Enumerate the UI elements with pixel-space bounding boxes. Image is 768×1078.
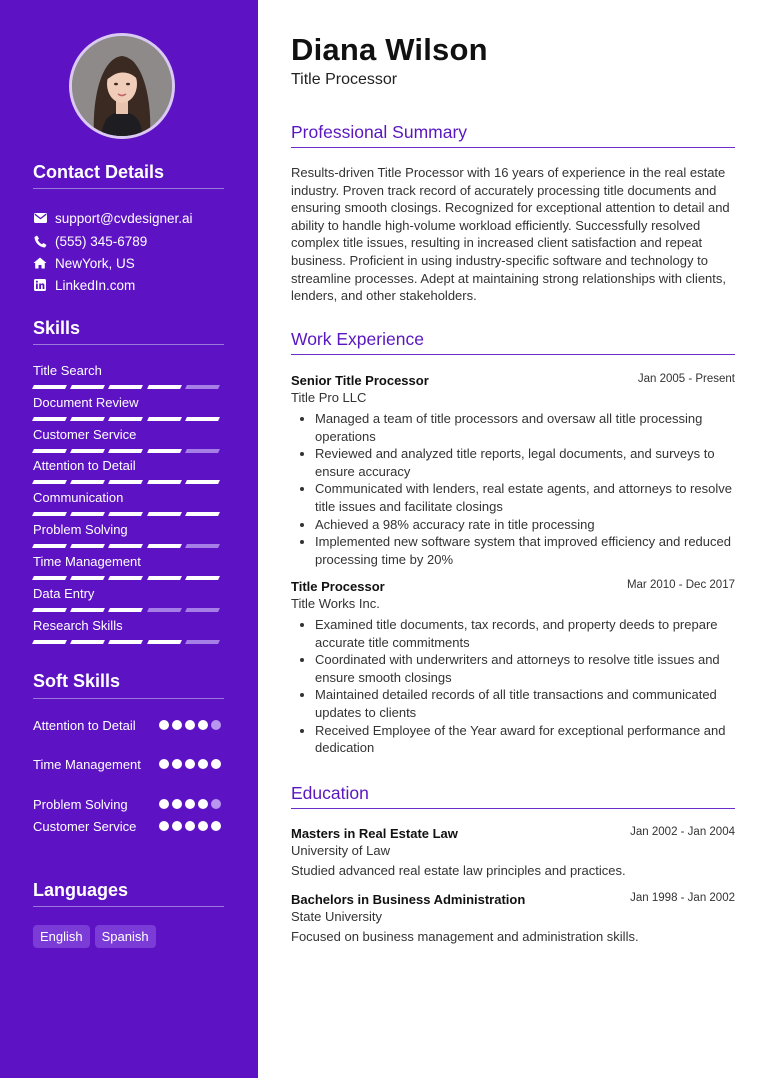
experience-heading: Work Experience xyxy=(291,329,424,349)
soft-skill-rating xyxy=(159,799,224,809)
email-icon xyxy=(33,211,47,225)
skill-label: Title Search xyxy=(33,363,102,378)
skill-level-bar xyxy=(33,640,224,644)
summary-heading: Professional Summary xyxy=(291,122,468,142)
profile-photo-illustration xyxy=(72,36,172,136)
skill-level-segment xyxy=(32,480,67,484)
skill-level-segment xyxy=(185,385,220,389)
soft-skill-rating xyxy=(159,759,224,769)
education-description: Studied advanced real estate law principles and practices. xyxy=(291,863,626,878)
skill-level-segment xyxy=(70,576,105,580)
degree-title: Masters in Real Estate Law xyxy=(291,826,458,841)
skill-level-segment xyxy=(32,449,67,453)
skill-level-segment xyxy=(185,417,220,421)
skill-level-segment xyxy=(108,385,143,389)
skill-level-bar xyxy=(33,417,224,421)
rating-dot xyxy=(198,821,208,831)
skill-level-bar xyxy=(33,608,224,612)
skill-level-segment xyxy=(32,385,67,389)
soft-skill-label: Problem Solving xyxy=(33,797,128,812)
profile-photo xyxy=(69,33,175,139)
education-entry xyxy=(291,892,735,946)
skill-level-bar xyxy=(33,385,224,389)
skill-level-segment xyxy=(108,576,143,580)
education-entry xyxy=(291,826,735,880)
education-dates: Jan 1998 - Jan 2002 xyxy=(630,892,735,904)
skill-level-segment xyxy=(147,449,182,453)
skill-level-segment xyxy=(147,608,182,612)
skill-level-bar xyxy=(33,512,224,516)
contact-divider xyxy=(33,188,224,189)
language-tag: English xyxy=(33,925,90,948)
skill-level-segment xyxy=(70,385,105,389)
soft-skill-item xyxy=(33,818,224,854)
school-name: University of Law xyxy=(291,843,390,858)
job-bullet: Examined title documents, tax records, and property deeds to prepare accurate title commitments xyxy=(291,616,735,651)
school-name: State University xyxy=(291,909,383,924)
soft-skill-rating xyxy=(159,821,224,831)
skill-level-segment xyxy=(185,608,220,612)
skill-level-segment xyxy=(108,640,143,644)
rating-dot xyxy=(198,799,208,809)
job-dates: Mar 2010 - Dec 2017 xyxy=(626,579,735,591)
skill-level-segment xyxy=(32,512,67,516)
skill-level-segment xyxy=(32,608,67,612)
rating-dot xyxy=(198,720,208,730)
contact-linkedin-text: LinkedIn.com xyxy=(55,277,136,293)
contact-heading: Contact Details xyxy=(33,162,165,182)
rating-dot xyxy=(159,821,169,831)
rating-dot xyxy=(159,759,169,769)
job-bullet: Implemented new software system that improved efficiency and reduced processing time by 20% xyxy=(291,533,735,568)
job-bullet: Communicated with lenders, real estate agents, and attorneys to resolve title issues and facilitate closings xyxy=(291,480,735,515)
soft-skill-item xyxy=(33,717,224,753)
degree-title: Bachelors in Business Administration xyxy=(291,892,526,907)
job-bullet: Received Employee of the Year award for exceptional performance and dedication xyxy=(291,722,735,757)
skill-item xyxy=(33,554,224,580)
skill-item xyxy=(33,458,224,484)
skill-item xyxy=(33,522,224,548)
candidate-title: Title Processor xyxy=(291,71,398,88)
skill-item xyxy=(33,618,224,644)
skill-level-segment xyxy=(70,544,105,548)
contact-location-text: NewYork, US xyxy=(55,255,135,271)
education-divider xyxy=(291,808,735,809)
contact-phone[interactable] xyxy=(33,232,147,250)
job-title: Senior Title Processor xyxy=(291,373,429,388)
summary-text: Results-driven Title Processor with 16 years of experience in the real estate industry. Proven track record of accurately processing title documents and ensuring smooth closings. Recognized for exceptional attention to detail and ability to handle high-volume workload efficiently. Successfully resolved complex title issues, resulting in increased client satisfaction and repeat business. Proficient in using industry-specific software and technology to streamline processes. Adept at maintaining strong relationships with clients, lenders, and other stakeholders. xyxy=(291,165,730,304)
skill-label: Document Review xyxy=(33,395,139,410)
education-heading: Education xyxy=(291,783,369,803)
skills-divider xyxy=(33,344,224,345)
skill-item xyxy=(33,586,224,612)
skill-item xyxy=(33,490,224,516)
skill-label: Problem Solving xyxy=(33,522,128,537)
rating-dot xyxy=(172,799,182,809)
skill-level-segment xyxy=(147,480,182,484)
candidate-name: Diana Wilson xyxy=(291,32,488,67)
contact-linkedin[interactable] xyxy=(33,276,135,294)
skill-level-segment xyxy=(70,417,105,421)
job-company: Title Pro LLC xyxy=(291,390,367,405)
skill-level-segment xyxy=(70,480,105,484)
rating-dot xyxy=(185,720,195,730)
skill-label: Customer Service xyxy=(33,427,137,442)
skill-level-segment xyxy=(185,512,220,516)
soft-skill-label: Customer Service xyxy=(33,819,137,834)
skill-level-segment xyxy=(32,576,67,580)
skill-level-segment xyxy=(185,640,220,644)
skill-level-segment xyxy=(32,640,67,644)
skill-label: Time Management xyxy=(33,554,141,569)
education-description: Focused on business management and administration skills. xyxy=(291,929,639,944)
languages-heading: Languages xyxy=(33,880,129,900)
job-bullet: Achieved a 98% accuracy rate in title processing xyxy=(291,516,735,534)
job-entry xyxy=(291,373,735,568)
skill-level-segment xyxy=(70,608,105,612)
skill-level-segment xyxy=(185,449,220,453)
skill-level-segment xyxy=(147,576,182,580)
skill-level-segment xyxy=(147,417,182,421)
languages-divider xyxy=(33,906,224,907)
skill-level-segment xyxy=(185,576,220,580)
skills-heading: Skills xyxy=(33,318,81,338)
skill-level-segment xyxy=(70,512,105,516)
skill-label: Attention to Detail xyxy=(33,458,136,473)
skill-level-segment xyxy=(108,480,143,484)
job-dates: Jan 2005 - Present xyxy=(637,373,735,385)
skill-level-bar xyxy=(33,544,224,548)
contact-email[interactable] xyxy=(33,209,193,227)
languages-list xyxy=(33,925,161,948)
rating-dot xyxy=(185,759,195,769)
home-icon xyxy=(33,256,47,270)
job-bullets xyxy=(291,616,735,757)
skill-level-segment xyxy=(147,385,182,389)
education-dates: Jan 2002 - Jan 2004 xyxy=(630,826,735,838)
skill-label: Research Skills xyxy=(33,618,123,633)
rating-dot xyxy=(211,759,221,769)
job-bullet: Maintained detailed records of all title transactions and communicated updates to clients xyxy=(291,686,735,721)
skill-level-segment xyxy=(147,512,182,516)
job-entry xyxy=(291,579,735,757)
rating-dot xyxy=(185,799,195,809)
phone-icon xyxy=(33,234,47,248)
skill-label: Data Entry xyxy=(33,586,95,601)
skill-level-segment xyxy=(108,449,143,453)
skill-level-bar xyxy=(33,576,224,580)
job-bullet: Managed a team of title processors and oversaw all title processing operations xyxy=(291,410,735,445)
rating-dot xyxy=(159,720,169,730)
skill-level-segment xyxy=(70,640,105,644)
sidebar xyxy=(0,0,258,1078)
skill-item xyxy=(33,395,224,421)
skill-level-segment xyxy=(70,449,105,453)
rating-dot xyxy=(172,821,182,831)
soft-skill-item xyxy=(33,756,224,792)
soft-skill-item xyxy=(33,796,224,814)
rating-dot xyxy=(172,759,182,769)
skill-level-segment xyxy=(108,512,143,516)
linkedin-icon xyxy=(33,278,47,292)
rating-dot xyxy=(198,759,208,769)
rating-dot xyxy=(172,720,182,730)
soft-skill-label: Attention to Detail xyxy=(33,718,136,733)
skill-level-segment xyxy=(108,417,143,421)
contact-location xyxy=(33,254,135,272)
skill-level-segment xyxy=(32,417,67,421)
skill-level-segment xyxy=(108,608,143,612)
skill-level-segment xyxy=(185,544,220,548)
experience-divider xyxy=(291,354,735,355)
summary-divider xyxy=(291,147,735,148)
skill-level-bar xyxy=(33,480,224,484)
contact-email-text: support@cvdesigner.ai xyxy=(55,210,193,226)
soft-skill-label: Time Management xyxy=(33,757,141,772)
soft-skill-rating xyxy=(159,720,224,730)
skill-level-segment xyxy=(108,544,143,548)
skill-item xyxy=(33,363,224,389)
job-title: Title Processor xyxy=(291,579,385,594)
job-bullet: Reviewed and analyzed title reports, legal documents, and surveys to ensure accuracy xyxy=(291,445,735,480)
rating-dot xyxy=(185,821,195,831)
skill-level-segment xyxy=(147,640,182,644)
job-bullet: Coordinated with underwriters and attorneys to resolve title issues and ensure smooth closings xyxy=(291,651,735,686)
rating-dot xyxy=(211,799,221,809)
skill-item xyxy=(33,427,224,453)
rating-dot xyxy=(211,821,221,831)
soft-skills-heading: Soft Skills xyxy=(33,671,121,691)
contact-phone-text: (555) 345-6789 xyxy=(55,233,148,249)
rating-dot xyxy=(211,720,221,730)
skill-level-segment xyxy=(185,480,220,484)
job-company: Title Works Inc. xyxy=(291,596,380,611)
rating-dot xyxy=(159,799,169,809)
skill-level-segment xyxy=(147,544,182,548)
job-bullets xyxy=(291,410,735,568)
language-tag: Spanish xyxy=(95,925,156,948)
skill-level-bar xyxy=(33,449,224,453)
skill-level-segment xyxy=(32,544,67,548)
soft-skills-divider xyxy=(33,698,224,699)
skill-label: Communication xyxy=(33,490,124,505)
